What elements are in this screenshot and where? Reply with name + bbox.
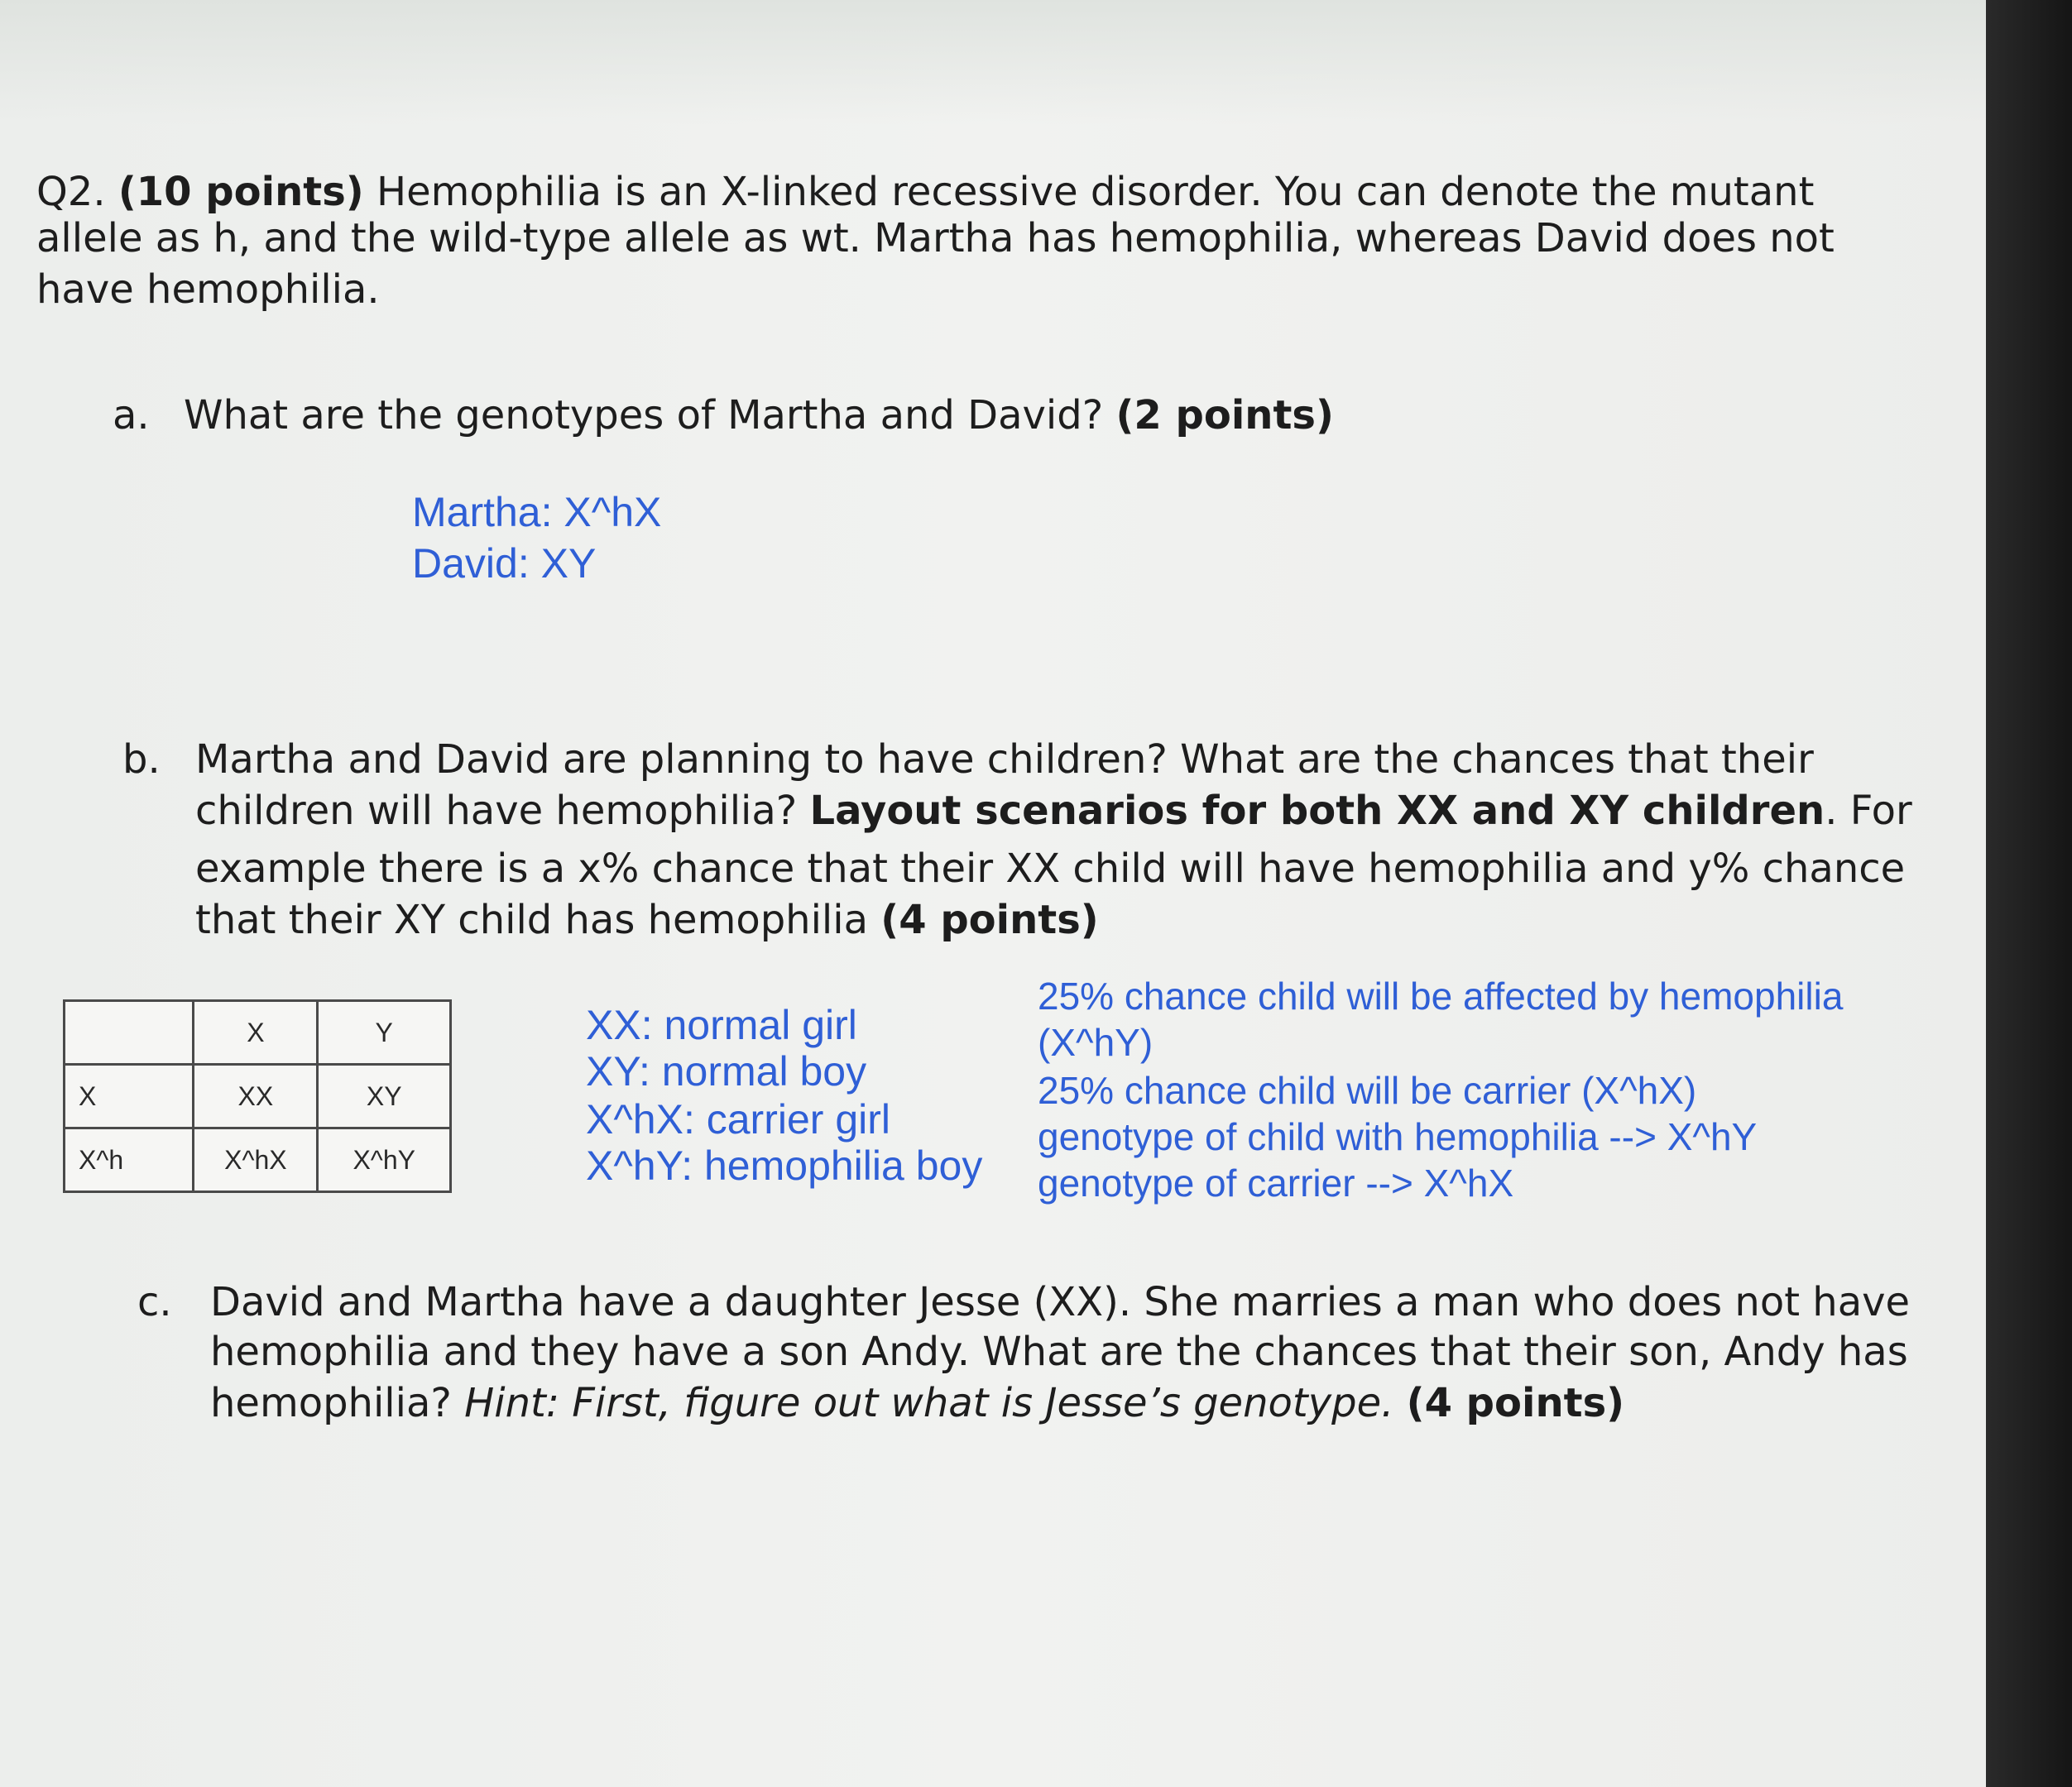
question-line-2: allele as h, and the wild-type allele as wt. Martha has hemophilia, whereas David does not	[36, 215, 1835, 261]
punnett-header-cell: X	[194, 1001, 318, 1065]
genotype-carrier: genotype of carrier --> X^hX	[1038, 1162, 1514, 1205]
key-answer-hemophilia: X^hY: hemophilia boy	[586, 1143, 983, 1189]
punnett-row-label: X	[65, 1065, 194, 1128]
key-answer-xy: XY: normal boy	[586, 1048, 867, 1095]
punnett-row-label: X^h	[65, 1128, 194, 1192]
punnett-square	[63, 999, 452, 1193]
punnett-cell: X^hX	[194, 1128, 318, 1192]
punnett-header-cell: Y	[318, 1001, 451, 1065]
part-a-text: What are the genotypes of Martha and David?	[184, 392, 1104, 438]
question-line-3: have hemophilia.	[36, 266, 380, 313]
part-b-line-1: Martha and David are planning to have children? What are the chances that their	[195, 736, 1814, 783]
part-a-question	[184, 389, 1334, 442]
key-answer-carrier: X^hX: carrier girl	[586, 1096, 890, 1143]
part-c-hint: Hint: First, figure out what is Jesse’s genotype.	[464, 1380, 1394, 1426]
answer-david: David: XY	[412, 540, 597, 587]
punnett-corner-cell	[65, 1001, 194, 1065]
part-b-marker: b.	[122, 736, 161, 783]
part-b-line-3: example there is a x% chance that their XX child will have hemophilia and y% chance	[195, 846, 1906, 892]
part-b-line-2-text: children will have hemophilia?	[195, 788, 798, 834]
punnett-cell: X^hY	[318, 1128, 451, 1192]
question-line-1-text: Hemophilia is an X-linked recessive disorder. You can denote the mutant	[376, 169, 1815, 215]
screen-glare	[0, 0, 1986, 124]
part-a-marker: a.	[113, 392, 150, 438]
punnett-cell: XY	[318, 1065, 451, 1128]
part-c-marker: c.	[137, 1279, 172, 1325]
part-c-line-3-text: hemophilia?	[210, 1380, 452, 1426]
part-b-line-2	[195, 784, 1912, 837]
part-b-points: (4 points)	[880, 897, 1099, 943]
question-points: (10 points)	[118, 169, 364, 215]
punnett-header-row	[65, 1001, 451, 1065]
part-c-line-1: David and Martha have a daughter Jesse (XX). She marries a man who does not have	[210, 1279, 1911, 1325]
part-c-points: (4 points)	[1406, 1380, 1625, 1426]
key-answer-xx: XX: normal girl	[586, 1002, 857, 1048]
part-b-line-4	[195, 894, 1099, 946]
question-line-1	[36, 165, 1814, 218]
chance-answer-carrier: 25% chance child will be carrier (X^hX)	[1038, 1069, 1697, 1112]
genotype-hemophilia-child: genotype of child with hemophilia --> X^hY	[1038, 1115, 1758, 1158]
part-c-line-2: hemophilia and they have a son Andy. What are the chances that their son, Andy has	[210, 1329, 1908, 1375]
question-number: Q2.	[36, 169, 106, 215]
punnett-cell: XX	[194, 1065, 318, 1128]
part-a-points: (2 points)	[1115, 392, 1334, 438]
chance-answer-affected-genotype: (X^hY)	[1038, 1021, 1154, 1064]
part-b-line-4-text: that their XY child has hemophilia	[195, 897, 868, 943]
part-b-line-2-tail: . For	[1825, 788, 1912, 834]
punnett-row	[65, 1065, 451, 1128]
part-b-line-2-bold: Layout scenarios for both XX and XY children	[809, 788, 1825, 834]
punnett-row	[65, 1128, 451, 1192]
chance-answer-affected: 25% chance child will be affected by hemophilia	[1038, 975, 1844, 1018]
monitor-bezel	[1986, 0, 2072, 1787]
part-c-line-3	[210, 1377, 1624, 1430]
answer-martha: Martha: X^hX	[412, 489, 662, 535]
